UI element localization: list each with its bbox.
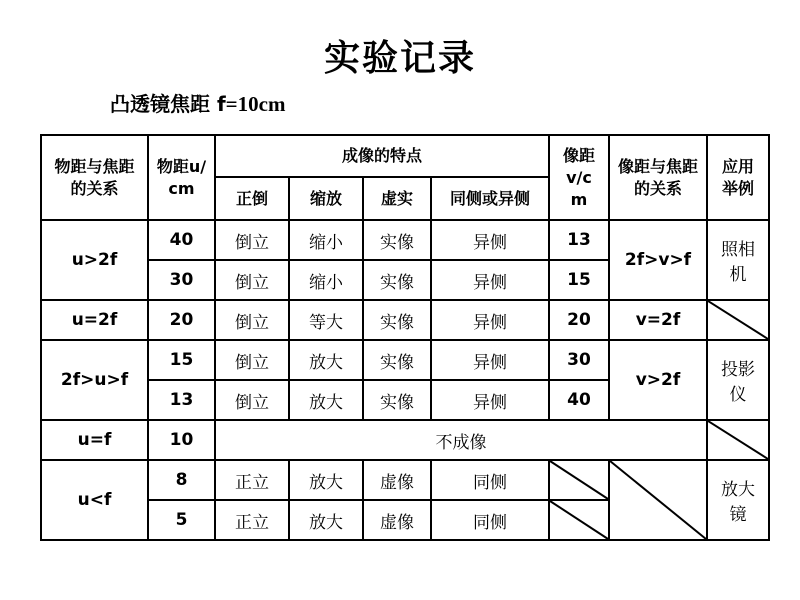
cell-relation-u: u=f: [41, 420, 148, 460]
cell-size: 缩小: [289, 220, 363, 260]
cell-u: 10: [148, 420, 215, 460]
header-side: 同侧或异侧: [431, 177, 549, 220]
cell-relation-v: v=2f: [609, 300, 707, 340]
cell-real: 实像: [363, 340, 431, 380]
cell-upright: 倒立: [215, 340, 289, 380]
cell-u: 20: [148, 300, 215, 340]
diagonal-slash: [610, 461, 706, 539]
cell-upright: 正立: [215, 500, 289, 540]
cell-relation-v: v>2f: [609, 340, 707, 420]
cell-real: 实像: [363, 260, 431, 300]
cell-application: [707, 460, 769, 540]
empty-slash-cell: [549, 500, 609, 540]
lens-focal-length: [110, 88, 285, 117]
header-relation-v: [609, 135, 707, 220]
cell-size: 缩小: [289, 260, 363, 300]
cell-upright: 倒立: [215, 300, 289, 340]
cell-real: 虚像: [363, 500, 431, 540]
header-application: [707, 135, 769, 220]
cell-size: 放大: [289, 380, 363, 420]
application-camera: 照相机: [721, 240, 755, 285]
cell-relation-u: u=2f: [41, 300, 148, 340]
cell-real: 虚像: [363, 460, 431, 500]
cell-side: 异侧: [431, 380, 549, 420]
header-v-text: 像距v/cm: [562, 145, 595, 209]
cell-side: 异侧: [431, 300, 549, 340]
header-relation-u: [41, 135, 148, 220]
header-application-text: 应用举例: [722, 156, 755, 198]
cell-application: [707, 340, 769, 420]
cell-real: 实像: [363, 220, 431, 260]
cell-size: 放大: [289, 460, 363, 500]
cell-relation-u: u>2f: [41, 220, 148, 300]
header-upright: 正倒: [215, 177, 289, 220]
empty-slash-cell: [707, 300, 769, 340]
empty-slash-cell: [707, 420, 769, 460]
cell-u: 8: [148, 460, 215, 500]
cell-no-image: 不成像: [215, 420, 707, 460]
cell-size: 放大: [289, 500, 363, 540]
cell-u: 15: [148, 340, 215, 380]
cell-u: 40: [148, 220, 215, 260]
cell-application: [707, 220, 769, 300]
cell-upright: 倒立: [215, 260, 289, 300]
cell-upright: 正立: [215, 460, 289, 500]
cell-v: 30: [549, 340, 609, 380]
header-size: 缩放: [289, 177, 363, 220]
diagonal-slash: [550, 501, 608, 539]
application-projector: 投影仪: [721, 360, 755, 405]
cell-upright: 倒立: [215, 380, 289, 420]
focal-length-value: =10cm: [225, 92, 286, 116]
header-u-text: 物距u/cm: [156, 156, 207, 198]
cell-u: 5: [148, 500, 215, 540]
page-title: 实验记录: [323, 37, 476, 79]
cell-u: 30: [148, 260, 215, 300]
header-features: 成像的特点: [215, 135, 549, 177]
header-v: [549, 135, 609, 220]
header-relation-u-text: 物距与焦距的关系: [54, 156, 135, 198]
diagonal-slash: [550, 461, 608, 499]
focal-length-label: 凸透镜焦距 f: [110, 92, 226, 116]
cell-v: 40: [549, 380, 609, 420]
cell-size: 等大: [289, 300, 363, 340]
cell-v: 13: [549, 220, 609, 260]
cell-side: 同侧: [431, 500, 549, 540]
cell-side: 异侧: [431, 220, 549, 260]
diagonal-slash: [708, 421, 768, 459]
header-relation-v-text: 像距与焦距的关系: [618, 156, 699, 198]
cell-v: 20: [549, 300, 609, 340]
cell-relation-v: 2f>v>f: [609, 220, 707, 300]
cell-side: 异侧: [431, 340, 549, 380]
application-magnifier: 放大镜: [721, 480, 755, 525]
cell-upright: 倒立: [215, 220, 289, 260]
cell-real: 实像: [363, 380, 431, 420]
cell-side: 同侧: [431, 460, 549, 500]
cell-side: 异侧: [431, 260, 549, 300]
cell-relation-u: u<f: [41, 460, 148, 540]
header-u: [148, 135, 215, 220]
cell-u: 13: [148, 380, 215, 420]
cell-v: 15: [549, 260, 609, 300]
cell-size: 放大: [289, 340, 363, 380]
diagonal-slash: [708, 301, 768, 339]
cell-real: 实像: [363, 300, 431, 340]
empty-slash-cell: [549, 460, 609, 500]
cell-relation-u: 2f>u>f: [41, 340, 148, 420]
empty-slash-cell: [609, 460, 707, 540]
header-realness: 虚实: [363, 177, 431, 220]
experiment-record-table: [40, 134, 770, 541]
